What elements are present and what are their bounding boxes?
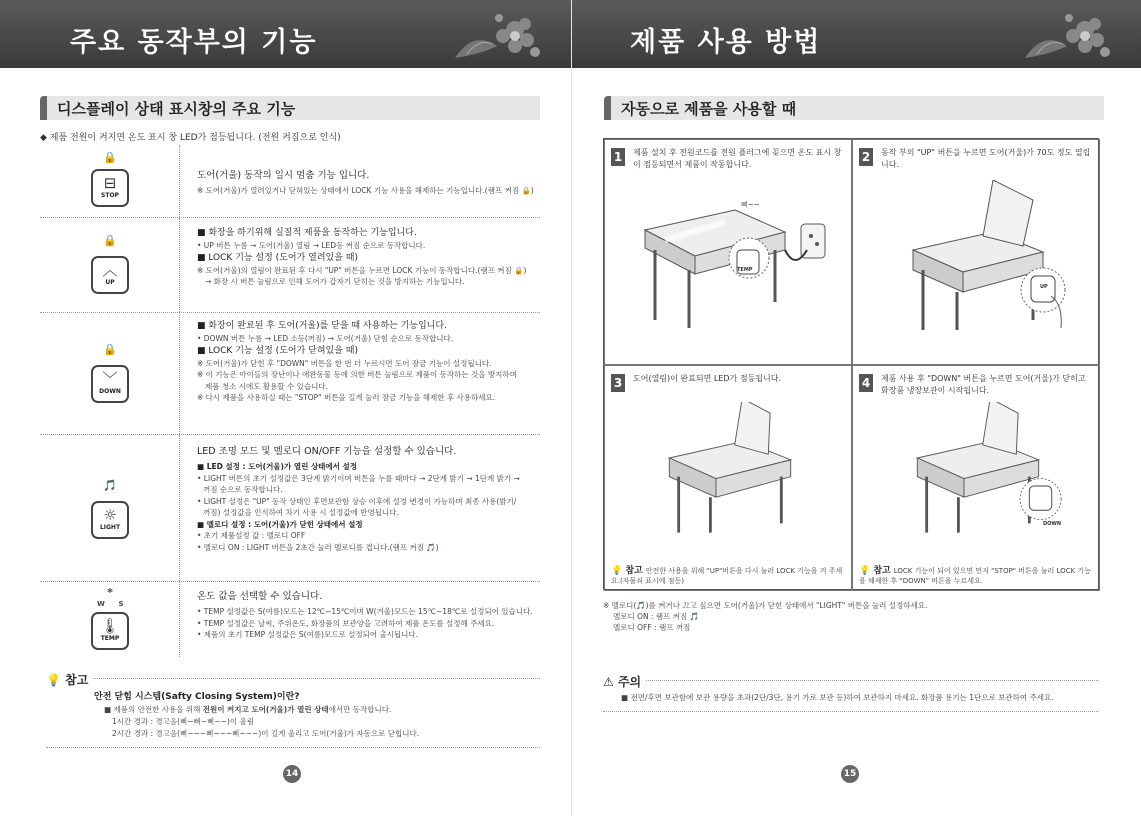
up-label: UP (1040, 284, 1048, 290)
description-line: • DOWN 버튼 누름 → LED 소등(꺼짐) → 도어(거울) 닫힘 순으로 동작합니다. (197, 334, 454, 343)
title-banner (572, 0, 1141, 68)
button-label: UP (105, 279, 115, 286)
description-line: ※ 도어(거울)가 열려있거나 닫혀있는 상태에서 LOCK 기능 사용을 해제하는 기능입니다.(램프 켜짐 🔒) (197, 186, 534, 195)
note-text: 안전한 사용을 위해 "UP"버튼을 다시 눌러 LOCK 기능을 켜 주세요.(자물쇠 표시에 점등) (611, 567, 843, 585)
function-row-light (40, 435, 540, 582)
product-door-opening-illustration (873, 180, 1083, 330)
caution-text: ■ 전면/후면 보관함에 보관 용량을 초과(2단/3단, 용기 가로 보관 등)하여 보관하지 마세요. 화장품 용기는 1단으로 보관하여 주세요. (621, 693, 1054, 702)
title-banner (0, 0, 571, 68)
step-number: 2 (859, 148, 873, 166)
note-text: 에서만 동작합니다. (328, 705, 392, 714)
note-emphasis: 전원이 켜지고 도어(거울)가 열린 상태 (202, 705, 329, 714)
melody-footnote (603, 600, 927, 633)
description-line: 제품 청소 시에도 활용할 수 있습니다. (205, 381, 328, 391)
note-label (46, 671, 92, 688)
bulb-icon: 💡 (859, 566, 871, 576)
step-text: 제품 사용 후 "DOWN" 버튼을 누르면 도어(거울)가 닫히고 화장품 냉장보관이 시작됩니다. (881, 374, 1086, 395)
description-line: 꺼짐) 설정값을 인식하여 차기 사용 시 설정값에 반영됩니다. (203, 508, 399, 517)
function-row-temp (40, 582, 540, 657)
note-heading: 안전 닫힘 시스템(Safty Closing System)이란? (94, 692, 300, 702)
description-line: ■ 멜로디 설정 : 도어(거울)가 닫힌 상태에서 설정 (197, 519, 363, 529)
button-column (40, 313, 180, 434)
function-description (197, 169, 534, 197)
description-line: ※ 도어(거울)의 열림이 완료된 후 다시 "UP" 버튼을 누르면 LOCK 기능이 동작합니다.(램프 켜짐 🔒) (197, 265, 527, 275)
summer-indicator: S (118, 600, 124, 608)
temp-label: TEMP (737, 267, 753, 273)
page-number: 14 (283, 765, 301, 783)
winter-indicator: W (97, 600, 105, 608)
button-label: STOP (101, 192, 119, 199)
product-led-on-illustration (625, 402, 835, 542)
function-description (197, 590, 534, 641)
step-1 (604, 139, 852, 365)
description-line: ■ 화장이 완료된 후 도어(거울)를 닫을 때 사용하는 기능입니다. (197, 321, 447, 331)
intro-text: ◆ 제품 전원이 켜지면 온도 표시 창 LED가 점등됩니다. (전원 켜짐으로 인식) (40, 133, 341, 143)
button-column (40, 582, 180, 657)
description-line: • TEMP 설정값은 S(여름)모드는 12℃~15℃이며 W(겨울)모드는 15℃~18℃로 설정되어 있습니다. (197, 607, 533, 616)
note-body (104, 704, 419, 740)
caution-icon: ⚠ (603, 675, 614, 689)
description-line: ■ LED 설정 : 도어(거울)가 열린 상태에서 설정 (197, 462, 358, 471)
description-line: ■ LOCK 기능 설정 (도어가 닫혀있을 때) (197, 345, 358, 356)
description-line: • 멜로디 ON : LIGHT 버튼을 2초간 눌러 멜로디를 켭니다.(램프 켜짐 🎵) (197, 542, 439, 552)
melody-indicator-icon: 🎵 (103, 479, 117, 492)
description-line: • 제품의 초기 TEMP 설정값은 S(여름)모드로 설정되어 출시됩니다. (197, 630, 419, 639)
function-description (197, 227, 534, 288)
step-text: 도어(열림)이 완료되면 LED가 점등됩니다. (633, 374, 782, 383)
description-line: 꺼짐 순으로 동작합니다. (203, 485, 283, 494)
note-line: 2시간 경과 : 경고음(삐~~~삐~~~삐~~~)이 길게 울리고 도어(거울)가 자동으로 닫힙니다. (112, 729, 420, 738)
chevron-up-icon: ︿ (102, 261, 118, 279)
note-line: 1시간 경과 : 경고음(삐~삐~삐~~)이 울림 (112, 717, 255, 726)
note-text: LOCK 기능이 되어 있으면 먼저 "STOP" 버튼을 눌러 LOCK 기능을 해제한 후 "DOWN" 버튼을 누르세요. (859, 567, 1091, 585)
function-description (197, 320, 534, 404)
step-note (859, 566, 1095, 586)
description-line: • TEMP 설정값은 날씨, 주위온도, 화장품의 보관양을 고려하여 제품 온도를 설정해 주세요. (197, 618, 495, 628)
note-label (859, 566, 891, 576)
footnote-line: 멜로디 ON : 램프 켜짐 🎵 (613, 612, 700, 621)
temp-indicator-icon: * (107, 586, 113, 599)
description-line: • UP 버튼 누름 → 도어(거울) 열림 → LED등 켜짐 순으로 동작합니다. (197, 241, 426, 250)
description-line: ※ 다시 제품을 사용하실 때는 "STOP" 버튼을 길게 눌러 잠금 기능을 해제한 후 사용하세요. (197, 393, 496, 402)
thermometer-icon: 🌡 (100, 617, 120, 635)
note-label-text: 참고 (873, 566, 891, 576)
step-number: 1 (611, 148, 625, 166)
flower-decoration-icon (453, 8, 543, 64)
caution-label-text: 주의 (617, 675, 642, 689)
function-row-up (40, 218, 540, 313)
footnote-line: 멜로디 OFF : 램프 꺼짐 (613, 623, 691, 632)
footnote-line: ※ 멜로디(🎵)를 켜거나 끄고 싶으면 도어(거울)가 닫힌 상태에서 "LIGHT" 버튼을 눌러 설정하세요. (603, 601, 928, 610)
function-row-down (40, 313, 540, 435)
button-label: DOWN (99, 388, 121, 395)
section-title: 자동으로 제품을 사용할 때 (621, 100, 797, 118)
page-title: 제품 사용 방법 (630, 27, 822, 58)
down-label: DOWN (1043, 521, 1062, 527)
step-number: 4 (859, 374, 873, 392)
button-column (40, 218, 180, 312)
note-label (611, 566, 643, 576)
step-2 (852, 139, 1100, 365)
description-line: • LIGHT 버튼의 초기 설정값은 3단계 밝기이며 버튼을 누를 때마다 → 2단계 밝기 → 1단계 밝기 → (197, 473, 520, 483)
up-button-illustration (91, 256, 129, 294)
step-4 (852, 365, 1100, 591)
step-note (611, 566, 847, 586)
flower-decoration-icon (1023, 8, 1113, 64)
lock-indicator-icon: 🔒 (103, 234, 117, 247)
light-icon: ☼ (103, 506, 117, 524)
button-column (40, 435, 180, 581)
button-label: LIGHT (99, 524, 121, 531)
lock-indicator-icon: 🔒 (103, 151, 117, 164)
description-line: • LIGHT 설정은 "UP" 동작 상태인 후면보관함 상승 이후에 설정 변경이 가능하며 최종 사용(밝기/ (197, 496, 517, 506)
description-line: 도어(거울) 동작의 일시 멈춤 기능 입니다. (197, 170, 370, 181)
note-label-text: 참고 (625, 566, 643, 576)
temp-button-illustration (91, 612, 129, 650)
section-header (40, 96, 540, 120)
page-title: 주요 동작부의 기능 (70, 27, 318, 58)
description-line: ※ 이 기능은 아이들의 장난이나 애완동물 등에 의한 버튼 눌림으로 제품이 동작하는 것을 방지하며 (197, 370, 517, 379)
chevron-down-icon: ﹀ (102, 370, 118, 388)
lock-indicator-icon: 🔒 (103, 343, 117, 356)
button-column (40, 145, 180, 217)
section-title: 디스플레이 상태 표시창의 주요 기능 (57, 100, 296, 118)
step-3 (604, 365, 852, 591)
description-line: ■ LOCK 기능 설정 (도어가 열려있을 때) (197, 252, 358, 263)
down-button-illustration (91, 365, 129, 403)
bulb-icon: 💡 (46, 673, 61, 687)
section-header (604, 96, 1104, 120)
stop-button-illustration (91, 169, 129, 207)
description-line: • 초기 제품설정 값 : 멜로디 OFF (197, 531, 306, 540)
light-button-illustration (91, 501, 129, 539)
description-line: ※ 도어(거울)가 닫힌 후 "DOWN" 버튼을 한 번 더 누르시면 도어 잠금 기능이 설정됩니다. (197, 358, 492, 368)
page-number: 15 (841, 765, 859, 783)
note-label-text: 참고 (65, 673, 89, 687)
caution-box (603, 675, 1099, 712)
stop-icon: ⊟ (103, 174, 117, 192)
function-row-stop (40, 145, 540, 218)
note-line (104, 704, 419, 716)
product-plug-in-illustration (625, 180, 835, 330)
description-line: → 화장 시 버튼 눌림으로 인해 도어가 갑자기 닫히는 것을 방지하는 기능입니다. (205, 277, 465, 286)
beep-text: 삐~~ (741, 201, 760, 209)
caution-label (603, 673, 645, 690)
step-text: 제품 설치 후 전원코드를 전원 플러그에 꽂으면 온도 표시 창이 점등되면서 제품이 작동합니다. (633, 148, 842, 169)
note-box (46, 673, 540, 748)
bulb-icon: 💡 (611, 566, 623, 576)
description-line: ■ 화장을 하기위해 실질적 제품을 동작하는 기능입니다. (197, 228, 417, 238)
description-line: LED 조명 모드 및 멜로디 ON/OFF 기능을 설정할 수 있습니다. (197, 446, 457, 457)
step-number: 3 (611, 374, 625, 392)
note-text: ■ 제품의 안전한 사용을 위해 (104, 705, 203, 714)
button-label: TEMP (100, 635, 120, 642)
steps-grid (603, 138, 1099, 590)
function-description (197, 445, 534, 553)
step-text: 동작 부의 "UP" 버튼을 누르면 도어(거울)가 70도 정도 열립니다. (881, 148, 1091, 169)
description-line: 온도 값을 선택할 수 있습니다. (197, 591, 323, 602)
